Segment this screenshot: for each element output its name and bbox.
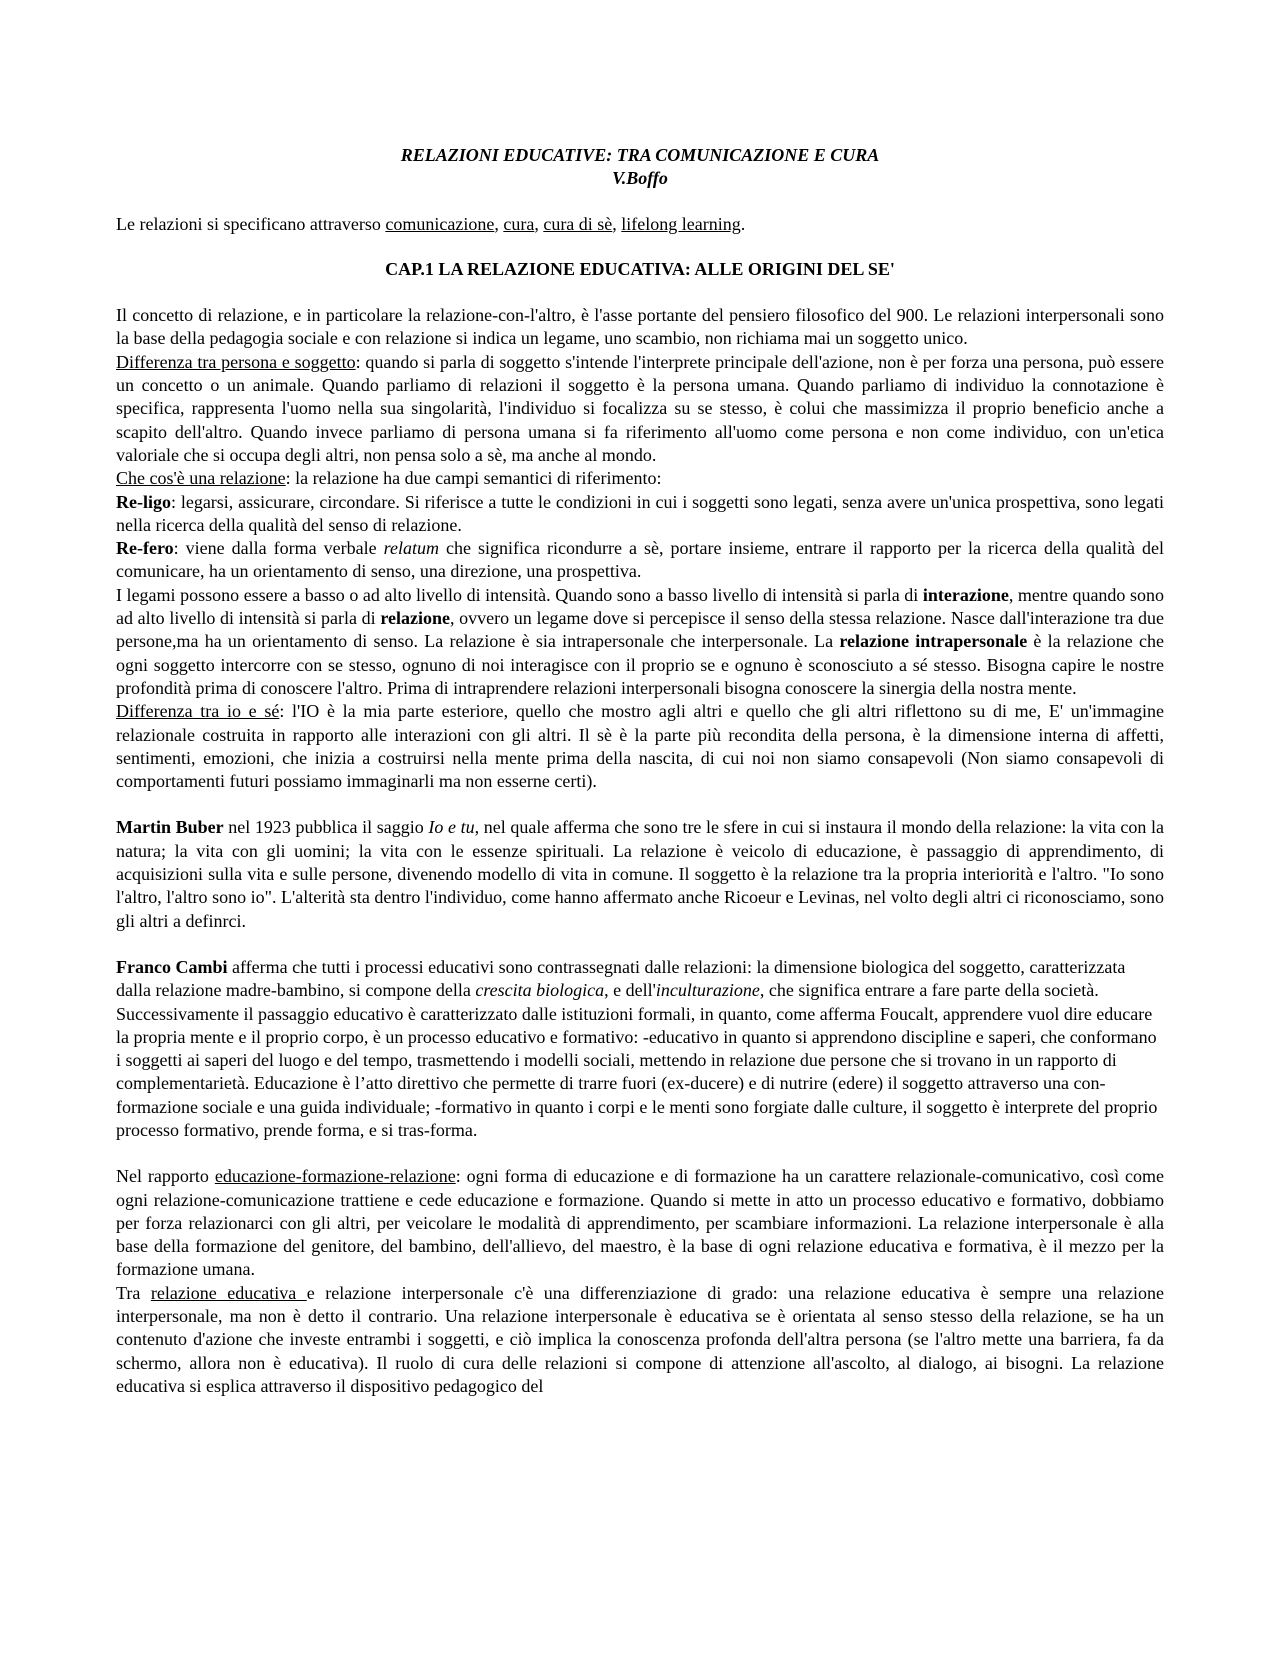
text: che significa ricondurre a sè, portare insieme, entrare il rapporto per la ricerca della qualità del comunicare, ha un orientamento di senso, una direzione, una prospettiva. (116, 538, 1164, 582)
paragraph-persona-soggetto (116, 351, 1164, 467)
term-re-ligo: Re-ligo (116, 491, 171, 512)
paragraph-relazione-educativa (116, 1282, 1164, 1398)
document-author: V.Boffo (612, 168, 668, 189)
paragraph-cos-e-relazione (116, 467, 1164, 490)
text: Nel rapporto (116, 1166, 215, 1187)
term-re-fero: Re-fero (116, 538, 174, 559)
text: Tra (116, 1282, 151, 1303)
intro-end: . (740, 213, 746, 234)
keyword-cura-di-se: cura di sè (543, 213, 613, 234)
title-io-e-tu: Io e tu (428, 817, 475, 838)
term-inculturazione: inculturazione (655, 980, 760, 1001)
paragraph-educazione-formazione (116, 1165, 1164, 1281)
subheading-io-se: Differenza tra io e sé (116, 701, 280, 722)
text: , ovvero un legame dove si percepisce il senso della stessa relazione. Nasce dall'interazione tra due persone,ma ha un orientamento di senso. La relazione è sia intrapersonale che interpersonale. La (116, 608, 1164, 652)
subheading-educazione-formazione-relazione: educazione-formazione-relazione (214, 1166, 456, 1187)
paragraph-martin-buber (116, 816, 1164, 932)
text: e relazione interpersonale c'è una differenziazione di grado: una relazione educativa è sempre una relazione interpersonale, ma non è detto il contrario. Una relazione interpersonale è educativa se è orientata al senso stesso della relazione, se ha un contenuto d'azione che investe entrambi i soggetti, e ciò implica la conoscenza profonda dell'altra persona (se l'altro mette una barriera, fa da schermo, allora non è educativa). Il ruolo di cura delle relazioni si compone di attenzione all'ascolto, al dialogo, ai bisogni. La relazione educativa si esplica attraverso il dispositivo pedagogico del (116, 1282, 1165, 1396)
text: , che significa entrare a fare parte della società. Successivamente il passaggio educativo è caratterizzato dalle istituzioni formali, in quanto, come afferma Foucalt, apprendere vuol dire educare la propria mente e il proprio corpo, è un processo educativo e formativo: -educativo in quanto si apprendono discipline e saperi, che conformano i soggetti ai saperi del luogo e del tempo, trasmettendo i modelli sociali, mettendo in relazione due persone che si trovano in un rapporto di complementarietà. Educazione è l’atto direttivo che permette di trarre fuori (ex-ducere) e di nutrire (edere) il soggetto attraverso una con-formazione sociale e una guida individuale; -formativo in quanto i corpi e le menti sono forgiate dalle culture, il soggetto è interprete del proprio processo formativo, prende forma, e si tras-forma. (116, 980, 1158, 1140)
text: nel 1923 pubblica il saggio (223, 817, 429, 838)
paragraph-concetto-relazione: Il concetto di relazione, e in particolare la relazione-con-l'altro, è l'asse portante del pensiero filosofico del 900. Le relazioni interpersonali sono la base della pedagogia sociale e con relazione si indica un legame, uno scambio, non richiama mai un soggetto unico. (116, 305, 1164, 349)
term-interazione: interazione (922, 584, 1009, 605)
term-crescita-biologica: crescita biologica (475, 980, 605, 1001)
subheading-cos-e-relazione: Che cos'è una relazione (116, 468, 286, 489)
term-relatum: relatum (383, 538, 439, 559)
text: afferma che tutti i processi educativi sono contrassegnati dalle relazioni: la dimensione biologica del soggetto, caratterizzata dalla relazione madre-bambino, si compone della (116, 956, 1126, 1001)
text: , nel quale afferma che sono tre le sfere in cui si instaura il mondo della relazione: la vita con la natura; la vita con gli uomini; la vita con le essenze spirituali. La relazione è veicolo di educazione, è passaggio di apprendimento, di acquisizioni sulla vita e sulle persone, divenendo modello di vita in comune. Il soggetto è la relazione tra la propria interiorità e l'altro. "Io sono l'altro, l'altro sono io". L'alterità sta dentro l'individuo, come hanno affermato anche Ricoeur e Levinas, nel volto degli altri ci riconosciamo, sono gli altri a definrci. (116, 817, 1165, 931)
text: : legarsi, assicurare, circondare. Si riferisce a tutte le condizioni in cui i soggetti sono legati, senza avere un'unica prospettiva, sono legati nella ricerca della qualità del senso di relazione. (116, 491, 1164, 535)
chapter-heading: CAP.1 LA RELAZIONE EDUCATIVA: ALLE ORIGINI DEL SE' (385, 258, 895, 279)
paragraph-re-fero (116, 537, 1164, 584)
paragraph-re-ligo (116, 491, 1164, 538)
text: : la relazione ha due campi semantici di riferimento: (285, 468, 662, 489)
intro-text: Le relazioni si specificano attraverso (116, 213, 386, 234)
keyword-cura: cura (503, 213, 535, 234)
subheading-persona-soggetto: Differenza tra persona e soggetto (116, 351, 356, 372)
paragraph-legami (116, 584, 1164, 700)
intro-paragraph (116, 213, 1164, 236)
text: : l'IO è la mia parte esteriore, quello che mostro agli altri e quello che gli altri riflettono su di me, E' un'immagine relazionale costruita in rapporto alle interazioni con gli altri. Il sè è la parte più recondita della persona, è la dimensione interna di affetti, sentimenti, emozioni, che inizia a costruirsi nella mente prima della nascita, di cui noi non siamo consapevoli (Non siamo consapevoli di comportamenti futuri possiamo immaginarli ma non esserne certi). (116, 701, 1164, 792)
keyword-comunicazione: comunicazione (385, 213, 495, 234)
name-franco-cambi: Franco Cambi (116, 956, 228, 977)
name-martin-buber: Martin Buber (116, 817, 224, 838)
text: : viene dalla forma verbale (173, 538, 384, 559)
text: I legami possono essere a basso o ad alto livello di intensità. Quando sono a basso livello di intensità si parla di (116, 584, 923, 605)
subheading-relazione-educativa: relazione educativa (150, 1282, 307, 1303)
paragraph-franco-cambi (116, 956, 1164, 1142)
keyword-lifelong-learning: lifelong learning (621, 213, 741, 234)
text: , mentre quando sono ad alto livello di intensità si parla di (116, 584, 1164, 629)
paragraph-gap (116, 793, 1164, 816)
text: : quando si parla di soggetto s'intende l'interprete principale dell'azione, non è per forza una persona, può essere un concetto o un animale. Quando parliamo di relazioni il soggetto è la persona umana. Quando parliamo di individuo la connotazione è specifica, rappresenta l'uomo nella sua singolarità, l'individuo si focalizza su se stesso, è colui che massimizza il proprio beneficio anche a scapito dell'altro. Quando invece parliamo di persona umana si fa riferimento all'uomo come persona e non come individuo, con un'etica valoriale che si occupa degli altri, non pensa solo a sè, ma anche al mondo. (116, 351, 1164, 465)
text: , e dell' (604, 980, 656, 1001)
paragraph-gap (116, 1142, 1164, 1165)
sep-1: , (494, 213, 504, 234)
term-relazione-intrapersonale: relazione intrapersonale (839, 631, 1028, 652)
text: è la relazione che ogni soggetto intercorre con se stesso, ognuno di noi interagisce con il proprio se e ognuno è sconosciuto a sé stesso. Bisogna capire le nostre profondità prima di conoscere l'altro. Prima di intraprendere relazioni interpersonali bisogna conoscere la sinergia della nostra mente. (116, 631, 1164, 698)
paragraph-io-se (116, 700, 1164, 793)
term-relazione: relazione (380, 608, 450, 629)
sep-3: , (612, 213, 622, 234)
sep-2: , (534, 213, 544, 234)
document-title: RELAZIONI EDUCATIVE: TRA COMUNICAZIONE E CURA (400, 145, 880, 165)
paragraph-gap (116, 933, 1164, 956)
text: : ogni forma di educazione e di formazione ha un carattere relazionale-comunicativo, così come ogni relazione-comunicazione trattiene e cede educazione e formazione. Quando si mette in atto un processo educativo e formativo, dobbiamo per forza relazionarci con gli altri, per veicolare le modalità di apprendimento, per scambiare informazioni. La relazione interpersonale è alla base della formazione del genitore, del bambino, dell'allievo, del maestro, è la base di ogni relazione educativa e formativa, è il mezzo per la formazione umana. (116, 1166, 1165, 1280)
